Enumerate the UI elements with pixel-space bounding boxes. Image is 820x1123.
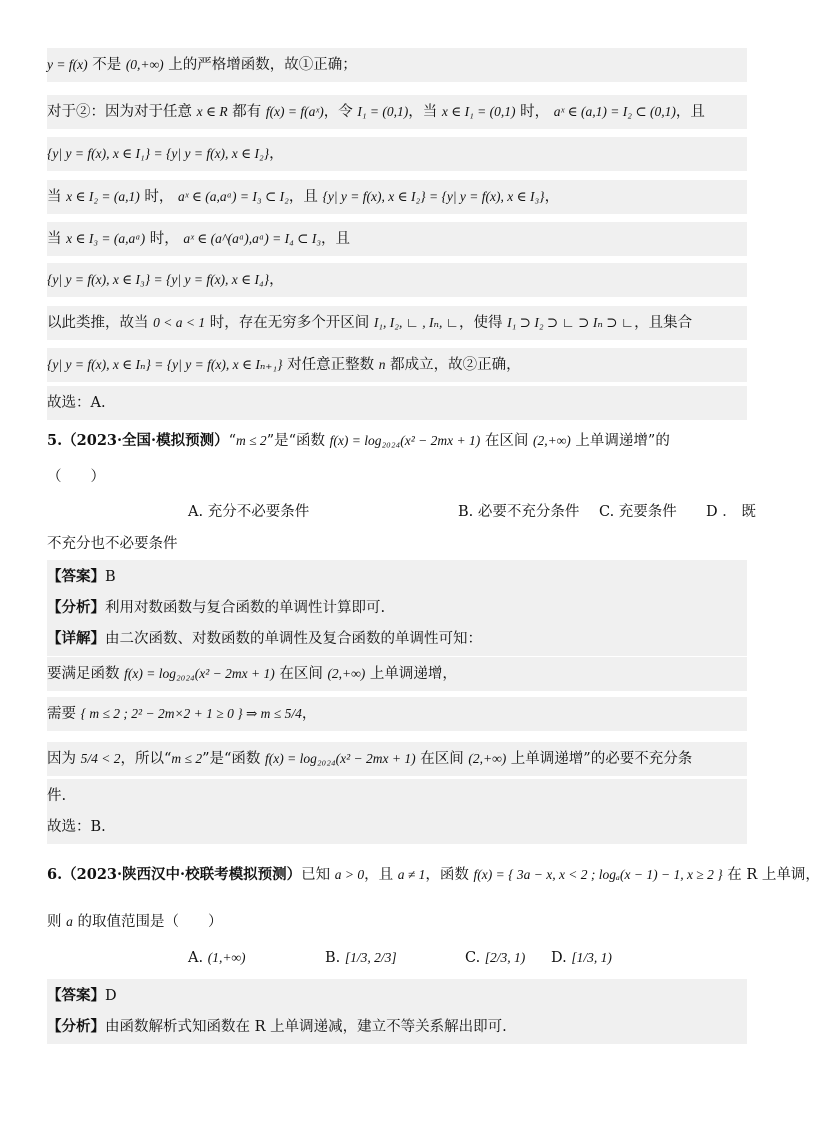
- text-run: 的取值范围是（ ）: [72, 914, 223, 930]
- text-run: 在 R 上单调，: [722, 867, 820, 883]
- option-label: C.: [465, 950, 485, 966]
- text-run: 由二次函数、对数函数的单调性及复合函数的单调性可知：: [105, 631, 482, 647]
- text-line: [47, 424, 747, 458]
- text-line: [47, 460, 747, 494]
- text-line: [47, 180, 747, 214]
- text-run: 时，: [139, 189, 178, 205]
- math-expression: m ≤ 2: [236, 433, 267, 448]
- math-expression: a > 0: [334, 867, 365, 882]
- math-expression: {y| y = f(x), x ∈ Iₙ} = {y| y = f(x), x ∈ Iₙ₊₁}: [47, 357, 283, 372]
- text-line: [47, 979, 747, 1013]
- math-expression: x ∈ R: [196, 104, 228, 119]
- option-value: [2/3, 1): [484, 950, 526, 965]
- text-run: ，令: [323, 104, 358, 120]
- text-run: 对于②：因为对于任意: [47, 104, 197, 120]
- math-expression: aˣ ∈ (a,aᵃ) = I₃ ⊂ I₂: [177, 189, 289, 204]
- text-run: D: [105, 988, 117, 1004]
- text-run: 以此类推，故当: [47, 315, 154, 331]
- text-run: 都有: [227, 104, 266, 120]
- math-expression: {y| y = f(x), x ∈ I₂} = {y| y = f(x), x ∈ I₃}: [322, 189, 545, 204]
- text-line: [47, 1010, 747, 1044]
- text-run: 都成立，故②正确，: [385, 357, 521, 373]
- text-run: B: [105, 569, 116, 585]
- text-line: [47, 560, 747, 594]
- answer-option: C. 充要条件: [599, 504, 677, 520]
- text-run: 【分析】: [47, 599, 105, 616]
- text-run: ”是“函数: [266, 433, 330, 449]
- text-run: ，当: [408, 104, 442, 120]
- math-expression: I₁ ⊃ I₂ ⊃ ∟ ⊃ Iₙ ⊃ ∟: [507, 315, 635, 330]
- text-run: ，且: [364, 867, 398, 883]
- math-expression: (0,+∞): [125, 57, 164, 72]
- math-expression: x ∈ I₁ = (0,1): [441, 104, 516, 119]
- option-label: B.: [325, 950, 345, 966]
- text-run: ，函数: [425, 867, 474, 883]
- text-run: 上单调递增”的必要不充分条: [506, 751, 693, 767]
- text-run: 时，: [515, 104, 554, 120]
- text-line: [47, 810, 747, 844]
- math-expression: I₁, I₂, ∟ , Iₙ, ∟: [373, 315, 459, 330]
- text-line: [47, 48, 747, 82]
- math-expression: x ∈ I₂ = (a,1): [66, 189, 140, 204]
- math-expression: a ≠ 1: [397, 867, 426, 882]
- math-expression: f(x) = log₂₀₂₄(x² − 2mx + 1): [124, 666, 275, 681]
- math-expression: aˣ ∈ (a,1) = I₂ ⊂ (0,1): [553, 104, 676, 119]
- text-run: 【分析】: [47, 1018, 105, 1035]
- math-expression: 5/4 < 2: [80, 751, 121, 766]
- math-expression: (2,+∞): [532, 433, 571, 448]
- text-run: ”是“函数: [202, 751, 266, 767]
- text-run: ，所以“: [120, 751, 172, 767]
- text-run: ，且: [321, 231, 351, 247]
- text-line: [47, 657, 747, 691]
- text-run: 由函数解析式知函数在 R 上单调递减，建立不等关系解出即可.: [105, 1019, 507, 1035]
- text-run: 不是: [87, 57, 126, 73]
- math-expression: f(x) = log₂₀₂₄(x² − 2mx + 1): [329, 433, 481, 448]
- answer-option: [465, 950, 525, 966]
- math-expression: aˣ ∈ (a^(aᵃ),aᵃ) = I₄ ⊂ I₃: [183, 231, 322, 246]
- text-run: 当: [47, 189, 67, 205]
- text-run: 在区间: [480, 433, 533, 449]
- option-value: [1/3, 2/3]: [344, 950, 397, 965]
- text-run: 故选：A.: [47, 395, 106, 411]
- math-expression: x ∈ I₃ = (a,aᵃ): [66, 231, 146, 246]
- text-run: 【详解】: [47, 630, 105, 647]
- text-run: 【答案】: [47, 568, 105, 585]
- text-run: 不充分也不必要条件: [47, 536, 178, 552]
- text-run: 件.: [47, 788, 67, 804]
- text-run: 故选：B.: [47, 819, 106, 835]
- math-expression: {y| y = f(x), x ∈ I₁} = {y| y = f(x), x ∈ I₂}: [47, 146, 270, 161]
- text-line: [47, 905, 747, 939]
- answer-option: [551, 950, 612, 966]
- math-expression: I₁ = (0,1): [357, 104, 409, 119]
- text-line: [47, 348, 747, 382]
- math-expression: (2,+∞): [468, 751, 507, 766]
- text-run: 【答案】: [47, 987, 105, 1004]
- text-line: [47, 137, 747, 171]
- text-line: [47, 386, 747, 420]
- math-expression: y = f(x): [47, 57, 88, 72]
- text-run: 则: [47, 914, 67, 930]
- answer-option: [325, 950, 397, 966]
- text-run: 需要: [47, 706, 81, 722]
- text-line: [47, 742, 747, 776]
- text-run: 上的严格增函数，故①正确；: [163, 57, 357, 73]
- text-run: 在区间: [415, 751, 469, 767]
- text-run: 因为: [47, 751, 81, 767]
- text-run: ，且: [288, 189, 323, 205]
- text-run: ，: [544, 189, 560, 205]
- math-expression: m ≤ 2: [171, 751, 203, 766]
- text-line: [47, 858, 820, 892]
- text-run: 时，存在无穷多个开区间: [205, 315, 374, 331]
- answer-option: A. 充分不必要条件: [188, 504, 310, 520]
- text-run: 要满足函数: [47, 666, 125, 682]
- text-run: 上单调递增，: [365, 666, 457, 682]
- math-expression: 0 < a < 1: [153, 315, 206, 330]
- text-run: 对任意正整数: [282, 357, 379, 373]
- text-run: 当: [47, 231, 67, 247]
- math-expression: f(x) = f(aˣ): [265, 104, 324, 119]
- text-line: [47, 95, 747, 129]
- text-run: 在区间: [274, 666, 328, 682]
- text-line: [47, 306, 747, 340]
- answer-option: [188, 950, 246, 966]
- text-line: [47, 527, 747, 561]
- option-value: (1,+∞): [207, 950, 246, 965]
- option-label: A.: [188, 950, 208, 966]
- text-line: [47, 779, 747, 813]
- math-expression: { m ≤ 2 ; 2² − 2m×2 + 1 ≥ 0 } ⇒ m ≤ 5/4: [80, 706, 302, 721]
- text-run: ，: [301, 706, 317, 722]
- text-run: ，: [269, 146, 284, 162]
- text-run: ，且集合: [634, 315, 693, 331]
- math-expression: (2,+∞): [327, 666, 366, 681]
- answer-option: B. 必要不充分条件: [458, 504, 580, 520]
- text-run: 6.（2023·陕西汉中·校联考模拟预测）: [47, 866, 302, 883]
- text-run: 上单调递增”的: [570, 433, 670, 449]
- math-expression: {y| y = f(x), x ∈ I₃} = {y| y = f(x), x ∈ I₄}: [47, 272, 270, 287]
- text-line: [47, 263, 747, 297]
- option-label: D.: [551, 950, 572, 966]
- math-expression: n: [378, 357, 386, 372]
- option-value: [1/3, 1): [571, 950, 612, 965]
- text-run: ，且: [675, 104, 705, 120]
- text-run: 时，: [145, 231, 184, 247]
- text-run: 利用对数函数与复合函数的单调性计算即可.: [105, 600, 386, 616]
- text-run: （ ）: [47, 469, 105, 485]
- text-run: 已知: [301, 867, 335, 883]
- math-expression: f(x) = { 3a − x, x < 2 ; logₐ(x − 1) − 1, x ≥ 2 }: [473, 867, 723, 882]
- text-run: ，: [269, 272, 284, 288]
- answer-option: D ． 既: [706, 504, 756, 520]
- text-line: [47, 591, 747, 625]
- math-expression: f(x) = log₂₀₂₄(x² − 2mx + 1): [265, 751, 416, 766]
- text-run: ，使得: [458, 315, 508, 331]
- text-line: [47, 697, 747, 731]
- text-run: “: [228, 433, 237, 449]
- text-run: 5.（2023·全国·模拟预测）: [47, 432, 229, 449]
- math-expression: a: [66, 914, 73, 929]
- text-line: [47, 222, 747, 256]
- text-line: [47, 622, 747, 656]
